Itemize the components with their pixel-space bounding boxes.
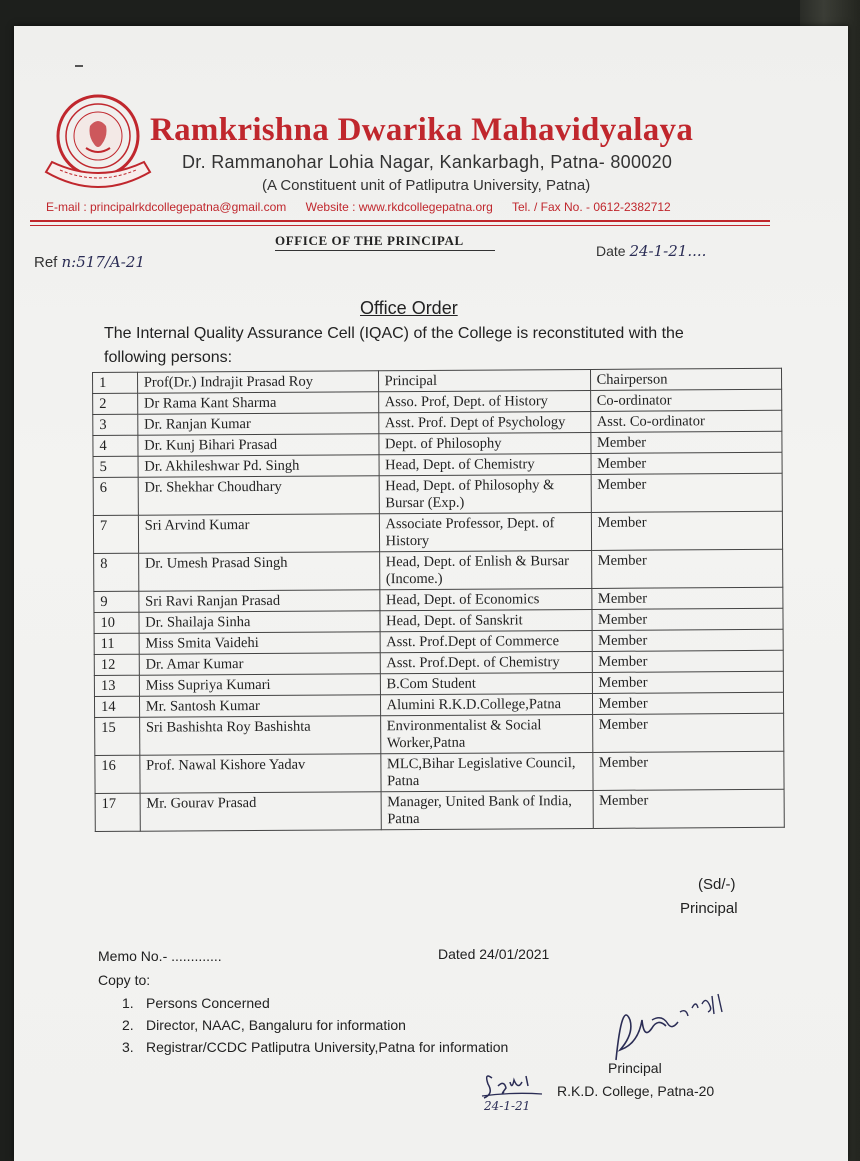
table-row bbox=[93, 473, 782, 515]
letter-date bbox=[596, 242, 706, 260]
member-designation: Dept. of Philosophy bbox=[378, 432, 590, 454]
signature-title: Principal bbox=[608, 1060, 662, 1076]
member-number: 11 bbox=[94, 633, 139, 654]
office-of-principal: OFFICE OF THE PRINCIPAL bbox=[275, 233, 464, 248]
order-title: Office Order bbox=[360, 298, 458, 318]
member-role: Chairperson bbox=[590, 368, 782, 390]
member-designation: Asst. Prof.Dept of Commerce bbox=[380, 630, 592, 652]
member-role: Member bbox=[590, 431, 782, 453]
member-designation: Head, Dept. of Philosophy & Bursar (Exp.) bbox=[379, 474, 591, 513]
college-seal-logo bbox=[40, 86, 152, 198]
member-name: Mr. Santosh Kumar bbox=[139, 695, 380, 717]
member-name: Sri Bashishta Roy Bashishta bbox=[139, 716, 380, 755]
copy-to-list bbox=[122, 992, 508, 1058]
website-text: Website : www.rkdcollegepatna.org bbox=[305, 200, 493, 214]
member-number: 2 bbox=[93, 393, 138, 414]
member-designation: Environmentalist & Social Worker,Patna bbox=[380, 714, 592, 753]
member-name: Dr. Amar Kumar bbox=[139, 653, 380, 675]
member-role: Member bbox=[591, 549, 783, 588]
college-address: Dr. Rammanohar Lohia Nagar, Kankarbagh, Patna- 800020 bbox=[182, 152, 673, 172]
college-name: Ramkrishna Dwarika Mahavidyalaya bbox=[150, 112, 694, 148]
member-name: Prof. Nawal Kishore Yadav bbox=[140, 754, 381, 793]
member-number: 10 bbox=[94, 612, 139, 633]
member-role: Member bbox=[592, 751, 784, 790]
member-role: Member bbox=[592, 713, 784, 752]
table-row bbox=[95, 751, 784, 793]
member-designation: Principal bbox=[378, 369, 590, 391]
member-number: 12 bbox=[94, 654, 139, 675]
member-number: 15 bbox=[95, 717, 140, 755]
member-designation: MLC,Bihar Legislative Council, Patna bbox=[380, 752, 592, 791]
member-designation: Head, Dept. of Sanskrit bbox=[380, 609, 592, 631]
ref-label: Ref bbox=[34, 254, 58, 271]
member-name: Dr. Shekhar Choudhary bbox=[138, 476, 379, 515]
contact-line bbox=[46, 200, 687, 214]
member-name: Dr Rama Kant Sharma bbox=[137, 392, 378, 414]
table-row bbox=[95, 789, 784, 831]
order-intro: The Internal Quality Assurance Cell (IQAC) of the College is reconstituted with the following persons: bbox=[104, 325, 684, 366]
phone-text: Tel. / Fax No. - 0612-2382712 bbox=[511, 200, 671, 214]
memo-number: Memo No.- ............. bbox=[98, 948, 222, 964]
member-role: Member bbox=[591, 473, 783, 512]
member-number: 9 bbox=[94, 591, 139, 612]
header-rule-thin bbox=[30, 225, 770, 226]
member-designation: Head, Dept. of Economics bbox=[379, 588, 591, 610]
signature-college: R.K.D. College, Patna-20 bbox=[557, 1083, 715, 1099]
member-role: Asst. Co-ordinator bbox=[590, 410, 782, 432]
principal-signature bbox=[596, 990, 746, 1070]
member-number: 5 bbox=[93, 456, 138, 477]
member-number: 16 bbox=[95, 755, 140, 793]
member-number: 6 bbox=[93, 477, 138, 515]
member-name: Prof(Dr.) Indrajit Prasad Roy bbox=[137, 371, 378, 393]
svg-text:24-1-21: 24-1-21 bbox=[484, 1099, 531, 1113]
member-designation: Alumini R.K.D.College,Patna bbox=[380, 693, 592, 715]
member-role: Co-ordinator bbox=[590, 389, 782, 411]
signed-mark: (Sd/-) bbox=[698, 876, 736, 893]
date-value: 24-1-21.... bbox=[629, 242, 707, 260]
member-role: Member bbox=[591, 608, 783, 630]
table-row bbox=[93, 511, 782, 553]
email-text: E-mail : principalrkdcollegepatna@gmail.com bbox=[46, 200, 287, 214]
member-name: Mr. Gourav Prasad bbox=[140, 792, 381, 831]
signoff-title: Principal bbox=[680, 900, 738, 917]
member-designation: Associate Professor, Dept. of History bbox=[379, 512, 591, 551]
member-number: 7 bbox=[93, 515, 138, 553]
member-designation: Asst. Prof.Dept. of Chemistry bbox=[380, 651, 592, 673]
member-designation: Head, Dept. of Enlish & Bursar (Income.) bbox=[379, 550, 591, 589]
member-designation: Asso. Prof, Dept. of History bbox=[378, 390, 590, 412]
member-role: Member bbox=[591, 511, 783, 550]
member-number: 1 bbox=[93, 372, 138, 393]
handwritten-initials bbox=[478, 1066, 548, 1114]
member-name: Dr. Shailaja Sinha bbox=[139, 611, 380, 633]
member-number: 13 bbox=[94, 675, 139, 696]
member-designation: B.Com Student bbox=[380, 672, 592, 694]
member-name: Dr. Kunj Bihari Prasad bbox=[138, 434, 379, 456]
member-number: 17 bbox=[95, 793, 140, 831]
member-designation: Asst. Prof. Dept of Psychology bbox=[378, 411, 590, 433]
member-role: Member bbox=[592, 629, 784, 651]
list-item: 2. Director, NAAC, Bangaluru for information bbox=[122, 1017, 406, 1033]
reference-number bbox=[34, 253, 145, 271]
member-role: Member bbox=[591, 587, 783, 609]
member-number: 8 bbox=[94, 553, 139, 591]
list-item: 3. Registrar/CCDC Patliputra University,Patna for information bbox=[122, 1039, 509, 1055]
member-number: 3 bbox=[93, 414, 138, 435]
list-item: 1. Persons Concerned bbox=[122, 995, 270, 1011]
ref-value: n:517/A-21 bbox=[61, 253, 145, 271]
copy-to-label: Copy to: bbox=[98, 972, 151, 988]
member-role: Member bbox=[592, 692, 784, 714]
member-role: Member bbox=[591, 452, 783, 474]
member-name: Dr. Umesh Prasad Singh bbox=[138, 552, 379, 591]
ink-mark bbox=[75, 65, 83, 67]
member-name: Sri Ravi Ranjan Prasad bbox=[139, 590, 380, 612]
member-name: Miss Smita Vaidehi bbox=[139, 632, 380, 654]
date-label: Date bbox=[596, 243, 626, 259]
office-underline bbox=[275, 250, 495, 251]
member-designation: Manager, United Bank of India, Patna bbox=[381, 790, 593, 829]
member-designation: Head, Dept. of Chemistry bbox=[379, 453, 591, 475]
member-number: 4 bbox=[93, 435, 138, 456]
member-name: Miss Supriya Kumari bbox=[139, 674, 380, 696]
member-role: Member bbox=[592, 650, 784, 672]
member-role: Member bbox=[593, 789, 785, 828]
member-role: Member bbox=[592, 671, 784, 693]
member-name: Sri Arvind Kumar bbox=[138, 514, 379, 553]
member-name: Dr. Akhileshwar Pd. Singh bbox=[138, 455, 379, 477]
member-number: 14 bbox=[94, 696, 139, 717]
header-rule bbox=[30, 220, 770, 222]
table-row bbox=[94, 549, 783, 591]
members-table bbox=[92, 368, 785, 832]
memo-date: Dated 24/01/2021 bbox=[438, 946, 550, 962]
table-row bbox=[95, 713, 784, 755]
member-name: Dr. Ranjan Kumar bbox=[138, 413, 379, 435]
college-affiliation: (A Constituent unit of Patliputra University, Patna) bbox=[262, 177, 591, 194]
